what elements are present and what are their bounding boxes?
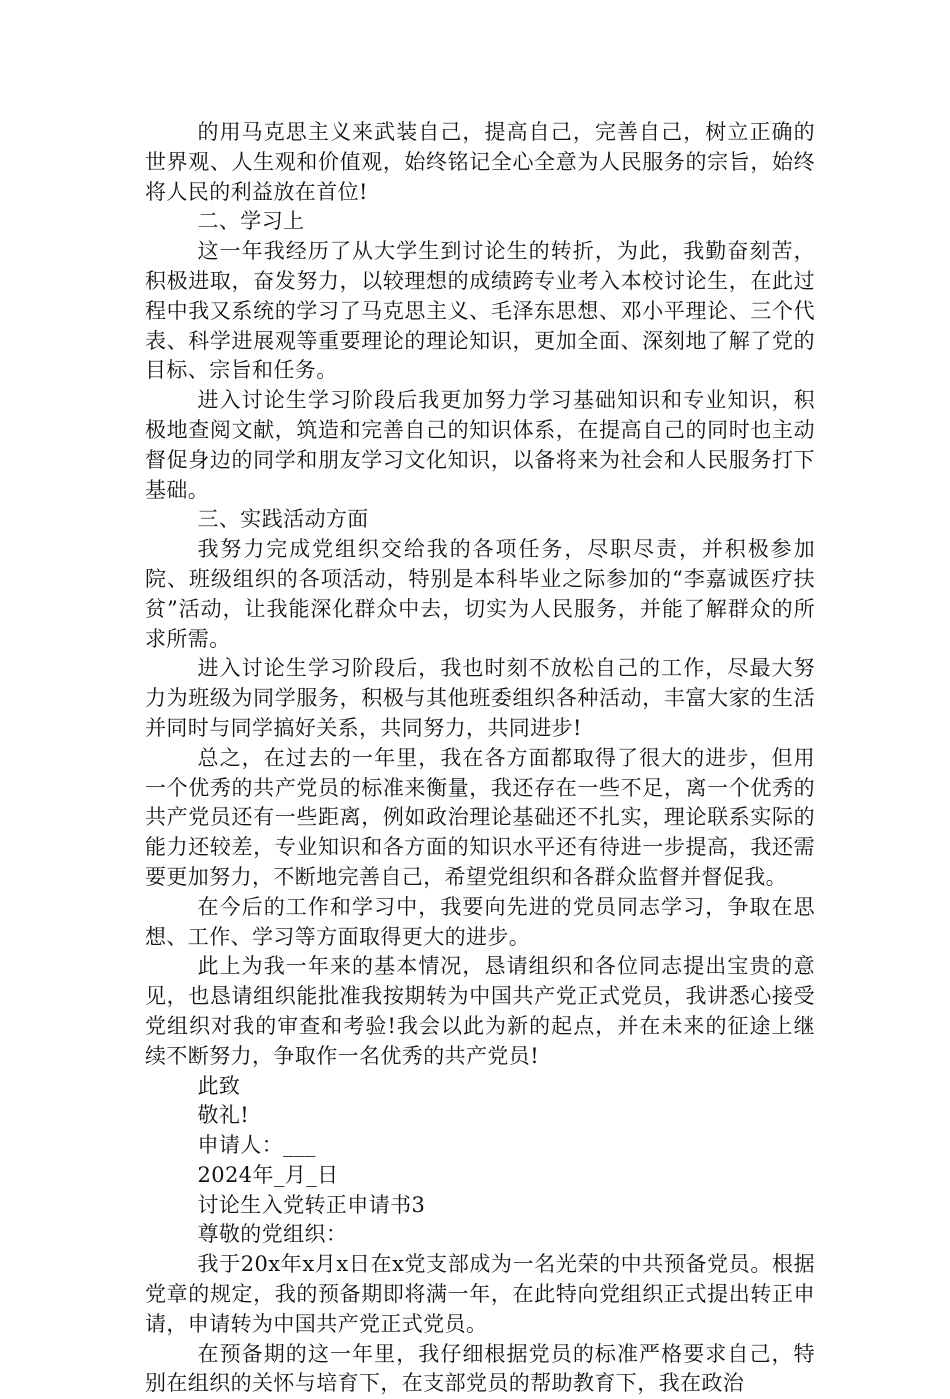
section-heading-practice: 三、实践活动方面 [197,507,369,532]
paragraph-future: 在今后的工作和学习中，我要向先进的党员同志学习，争取在思想、工作、学习等方面取得更大的进步。 [145,894,815,949]
document-title-3: 讨论生入党转正申请书3 [197,1192,426,1217]
closing-respect: 敬礼! [197,1103,250,1128]
paragraph-letter3-2: 在预备期的这一年里，我仔细根据党员的标准严格要求自己，特别在组织的关怀与培育下，在支部党员的帮助教育下，我在政治 [145,1341,815,1396]
paragraph-study-2: 进入讨论生学习阶段后我更加努力学习基础知识和专业知识，积极地查阅文献，筑造和完善自己的知识体系，在提高自己的同时也主动督促身边的同学和朋友学习文化知识，以备将来为社会和人民服务打下基础。 [145,388,815,502]
greeting-line: 尊敬的党组织： [197,1222,348,1247]
section-heading-study: 二、学习上 [197,209,305,234]
paragraph-practice-1: 我努力完成党组织交给我的各项任务，尽职尽责，并积极参加院、班级组织的各项活动，特别是本科毕业之际参加的“李嘉诚医疗扶贫”活动，让我能深化群众中去，切实为人民服务，并能了解群众的所求所需。 [145,537,815,651]
paragraph-letter3-1: 我于20x年x月x日在x党支部成为一名光荣的中共预备党员。根据党章的规定，我的预备期即将满一年，在此特向党组织正式提出转正申请，申请转为中国共产党正式党员。 [145,1252,815,1336]
paragraph-practice-2: 进入讨论生学习阶段后，我也时刻不放松自己的工作，尽最大努力为班级为同学服务，积极与其他班委组织各种活动，丰富大家的生活并同时与同学搞好关系，共同努力，共同进步! [145,656,815,740]
closing-salutation: 此致 [197,1073,241,1098]
applicant-signature-line: 申请人：___ [197,1133,316,1158]
paragraph-study-1: 这一年我经历了从大学生到讨论生的转折，为此，我勤奋刻苦，积极进取，奋发努力，以较理想的成绩跨专业考入本校讨论生，在此过程中我又系统的学习了马克思主义、毛泽东思想、邓小平理论、三个代表、科学进展观等重要理论的理论知识，更加全面、深刻地了解了党的目标、宗旨和任务。 [145,239,815,383]
paragraph-request: 此上为我一年来的基本情况，恳请组织和各位同志提出宝贵的意见，也恳请组织能批准我按期转为中国共产党正式党员，我讲悉心接受党组织对我的审查和考验!我会以此为新的起点，并在未来的征途上继续不断努力，争取作一名优秀的共产党员! [145,954,815,1068]
date-line: 2024年_月_日 [197,1162,339,1187]
paragraph-summary: 总之，在过去的一年里，我在各方面都取得了很大的进步，但用一个优秀的共产党员的标准来衡量，我还存在一些不足，离一个优秀的共产党员还有一些距离，例如政治理论基础还不扎实，理论联系实际的能力还较差，专业知识和各方面的知识水平还有待进一步提高，我还需要更加努力，不断地完善自己，希望党组织和各群众监督并督促我。 [145,745,815,889]
document-body [145,118,815,1399]
paragraph-intro-continued: 的用马克思主义来武装自己，提高自己，完善自己，树立正确的世界观、人生观和价值观，始终铭记全心全意为人民服务的宗旨，始终将人民的利益放在首位! [145,120,815,204]
